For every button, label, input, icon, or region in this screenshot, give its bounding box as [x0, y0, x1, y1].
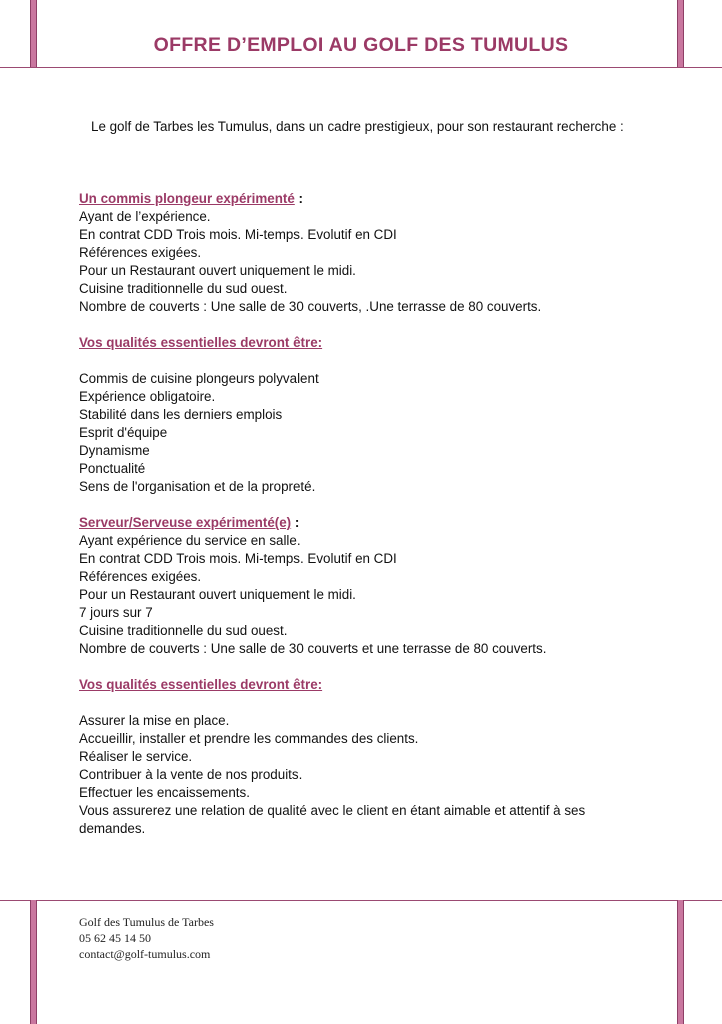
section-heading-line — [79, 334, 659, 352]
section-line: Références exigées. — [79, 245, 202, 260]
section-line: En contrat CDD Trois mois. Mi-temps. Evolutif en CDI — [79, 551, 397, 566]
section-heading: Vos qualités essentielles devront être: — [79, 335, 323, 350]
footer-email[interactable]: contact@golf-tumulus.com — [79, 947, 211, 961]
section-line: Accueillir, installer et prendre les commandes des clients. — [79, 731, 419, 746]
section-heading: Vos qualités essentielles devront être: — [79, 677, 323, 692]
footer-left-bar — [30, 900, 37, 1024]
section-line: Pour un Restaurant ouvert uniquement le midi. — [79, 263, 356, 278]
section-line: Esprit d'équipe — [79, 425, 168, 440]
section-serveur — [79, 514, 659, 658]
footer-phone: 05 62 45 14 50 — [79, 931, 151, 945]
spacer — [79, 496, 659, 514]
section-line: Contribuer à la vente de nos produits. — [79, 767, 303, 782]
section-line: Pour un Restaurant ouvert uniquement le midi. — [79, 587, 356, 602]
intro-text: Le golf de Tarbes les Tumulus, dans un cadre prestigieux, pour son restaurant recherche : — [91, 119, 624, 134]
section-line: Nombre de couverts : Une salle de 30 couverts, .Une terrasse de 80 couverts. — [79, 299, 542, 314]
spacer — [79, 694, 659, 712]
section-line: Références exigées. — [79, 569, 202, 584]
section-line: Ayant expérience du service en salle. — [79, 533, 301, 548]
footer-right-bar — [677, 900, 684, 1024]
page-title: OFFRE D’EMPLOI AU GOLF DES TUMULUS — [153, 34, 569, 56]
section-line: Dynamisme — [79, 443, 150, 458]
section-line: Cuisine traditionnelle du sud ouest. — [79, 623, 288, 638]
spacer — [79, 316, 659, 334]
footer-name: Golf des Tumulus de Tarbes — [79, 915, 214, 929]
section-line: Assurer la mise en place. — [79, 713, 230, 728]
footer-contact — [79, 914, 214, 962]
heading-colon: : — [291, 515, 300, 530]
section-line: Expérience obligatoire. — [79, 389, 216, 404]
section-line: demandes. — [79, 821, 146, 836]
footer-rule — [0, 900, 722, 901]
section-line: Stabilité dans les derniers emplois — [79, 407, 283, 422]
offer-content — [79, 190, 659, 838]
heading-colon: : — [294, 191, 303, 206]
section-qualites-commis — [79, 334, 659, 496]
section-line: En contrat CDD Trois mois. Mi-temps. Evolutif en CDI — [79, 227, 397, 242]
section-line: Réaliser le service. — [79, 749, 193, 764]
section-heading-line — [79, 190, 659, 208]
section-heading: Serveur/Serveuse expérimenté(e) — [79, 515, 292, 530]
spacer — [79, 658, 659, 676]
section-line: Sens de l'organisation et de la propreté. — [79, 479, 316, 494]
section-line: Ponctualité — [79, 461, 146, 476]
section-line: Ayant de l’expérience. — [79, 209, 211, 224]
section-line: Nombre de couverts : Une salle de 30 couverts et une terrasse de 80 couverts. — [79, 641, 547, 656]
section-heading-line — [79, 676, 659, 694]
section-heading: Un commis plongeur expérimenté — [79, 191, 295, 206]
section-heading-line — [79, 514, 659, 532]
section-qualites-serveur — [79, 676, 659, 838]
section-commis — [79, 190, 659, 316]
section-line: Vous assurerez une relation de qualité avec le client en étant aimable et attentif à ses — [79, 803, 586, 818]
header-rule — [0, 67, 722, 68]
section-line: 7 jours sur 7 — [79, 605, 153, 620]
spacer — [79, 352, 659, 370]
section-line: Effectuer les encaissements. — [79, 785, 250, 800]
section-line: Cuisine traditionnelle du sud ouest. — [79, 281, 288, 296]
section-line: Commis de cuisine plongeurs polyvalent — [79, 371, 319, 386]
